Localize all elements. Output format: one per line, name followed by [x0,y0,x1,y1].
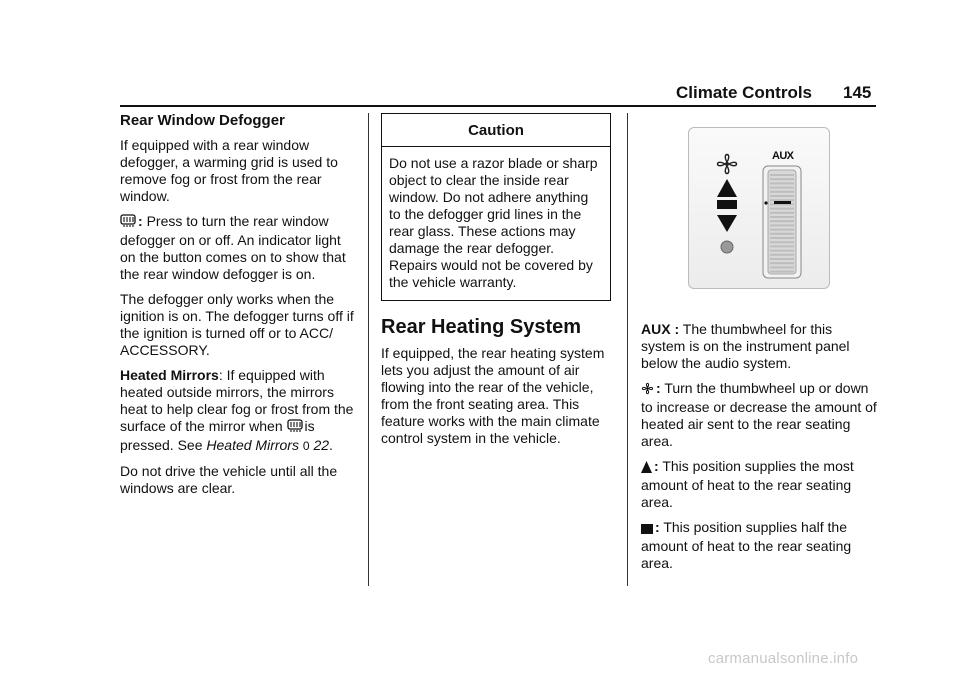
indicator-light [721,241,733,253]
aux-text: The thumbwheel for this system is on the instrument panel below the audio system. [641,321,850,371]
fan-description [641,380,877,450]
half-heat-icon-inline [641,521,653,538]
thumbwheel-rib [770,266,794,268]
middle-column [381,113,613,455]
thumbwheel-rib [770,178,794,180]
half-heat-label: : [655,519,660,535]
rear-heating-heading: Rear Heating System [381,316,582,338]
right-column [641,321,877,580]
aux-label: AUX : [641,321,680,337]
max-heat-icon-inline [641,460,652,477]
thumbwheel-rib [770,258,794,260]
drive-warning: Do not drive the vehicle until all the windows are clear. [120,463,338,496]
thumbwheel-rib [770,191,794,193]
thumbwheel-detent-dot [764,201,767,204]
thumbwheel-rib [770,208,794,210]
ignition-note: The defogger only works when the ignition is on. The defogger turns off if the ignition is turned off or to ACC/ ACCESSORY. [120,291,354,358]
thumbwheel-rib [770,212,794,214]
thumbwheel-rib [770,229,794,231]
rear-defog-icon-inline [287,419,303,437]
defogger-button-description [120,213,360,283]
rear-heat-control-panel [688,127,830,289]
thumbwheel-rib [770,254,794,256]
thumbwheel-rib [770,199,794,201]
fan-icon [718,155,737,174]
column-divider-2 [627,113,628,586]
aux-description [641,321,877,372]
caution-title: Caution [382,114,610,147]
fan-text: Turn the thumbwheel up or down to increase or decrease the amount of heated air sent to the rear seating area. [641,380,877,449]
caution-box [381,113,611,301]
min-heat-down-icon [717,215,737,232]
heated-mirrors-label: Heated Mirrors [120,367,219,383]
column-divider-1 [368,113,369,586]
max-heat-label: : [654,458,659,474]
page-number: 145 [843,83,872,102]
thumbwheel-rib [770,262,794,264]
half-heat-icon [717,200,737,209]
thumbwheel-rib [770,216,794,218]
section-title: Climate Controls [676,83,813,102]
thumbwheel-indicator-line [774,201,791,204]
half-heat-description [641,519,877,572]
left-column [120,112,360,505]
heated-mirrors-period: . [329,437,333,453]
heated-mirrors-page[interactable]: 22 [313,437,330,453]
header-rule [120,105,876,107]
heated-mirrors-text-2: is pressed. See [120,418,315,453]
thumbwheel-rib [770,233,794,235]
rear-heating-body: If equipped, the rear heating system lets you adjust the amount of air flowing into the rear of the vehicle, from the front seating area. This feature works with the main climate control system in the vehicle. [381,345,605,446]
max-heat-up-icon [717,179,737,197]
fan-label: : [656,380,661,396]
thumbwheel-rib [770,224,794,226]
watermark: carmanualsonline.info [708,650,859,667]
max-heat-text: This position supplies the most amount of heat to the rear seating area. [641,458,854,510]
thumbwheel-rib [770,237,794,239]
thumbwheel-rib [770,271,794,273]
thumbwheel-rib [770,182,794,184]
thumbwheel-rib [770,245,794,247]
defog-text: Press to turn the rear window defogger on or off. An indicator light on the button comes on to show that the rear window defogger is on. [120,213,346,282]
rear-defogger-heading: Rear Window Defogger [120,112,285,129]
page-ref-arrow: 0 [302,439,310,453]
defogger-intro: If equipped with a rear window defogger, a warming grid is used to remove fog or frost from the rear window. [120,137,338,204]
thumbwheel-rib [770,241,794,243]
caution-text: Do not use a razor blade or sharp object to clear the inside rear window. Do not adhere anything to the defogger grid lines in the rear glass. These actions may damage the rear defogger. Repairs would not be covered by the vehicle warranty. [389,155,598,290]
heated-mirrors-link[interactable]: Heated Mirrors [206,437,299,453]
panel-aux-label: AUX [772,150,794,162]
half-heat-text: This position supplies half the amount of heat to the rear seating area. [641,519,852,571]
max-heat-description [641,458,877,511]
thumbwheel-rib [770,195,794,197]
thumbwheel-rib [770,174,794,176]
fan-icon-inline [641,382,654,399]
heated-mirrors-paragraph [120,367,360,455]
defog-symbol-label: : [138,213,143,229]
thumbwheel-rib [770,220,794,222]
rear-defog-icon [120,214,136,232]
thumbwheel-rib [770,250,794,252]
heated-mirrors-text-1: : If equipped with heated outside mirrors, the mirrors heat to help clear fog or frost from the surface of the mirror when [120,367,354,434]
thumbwheel-rib [770,187,794,189]
